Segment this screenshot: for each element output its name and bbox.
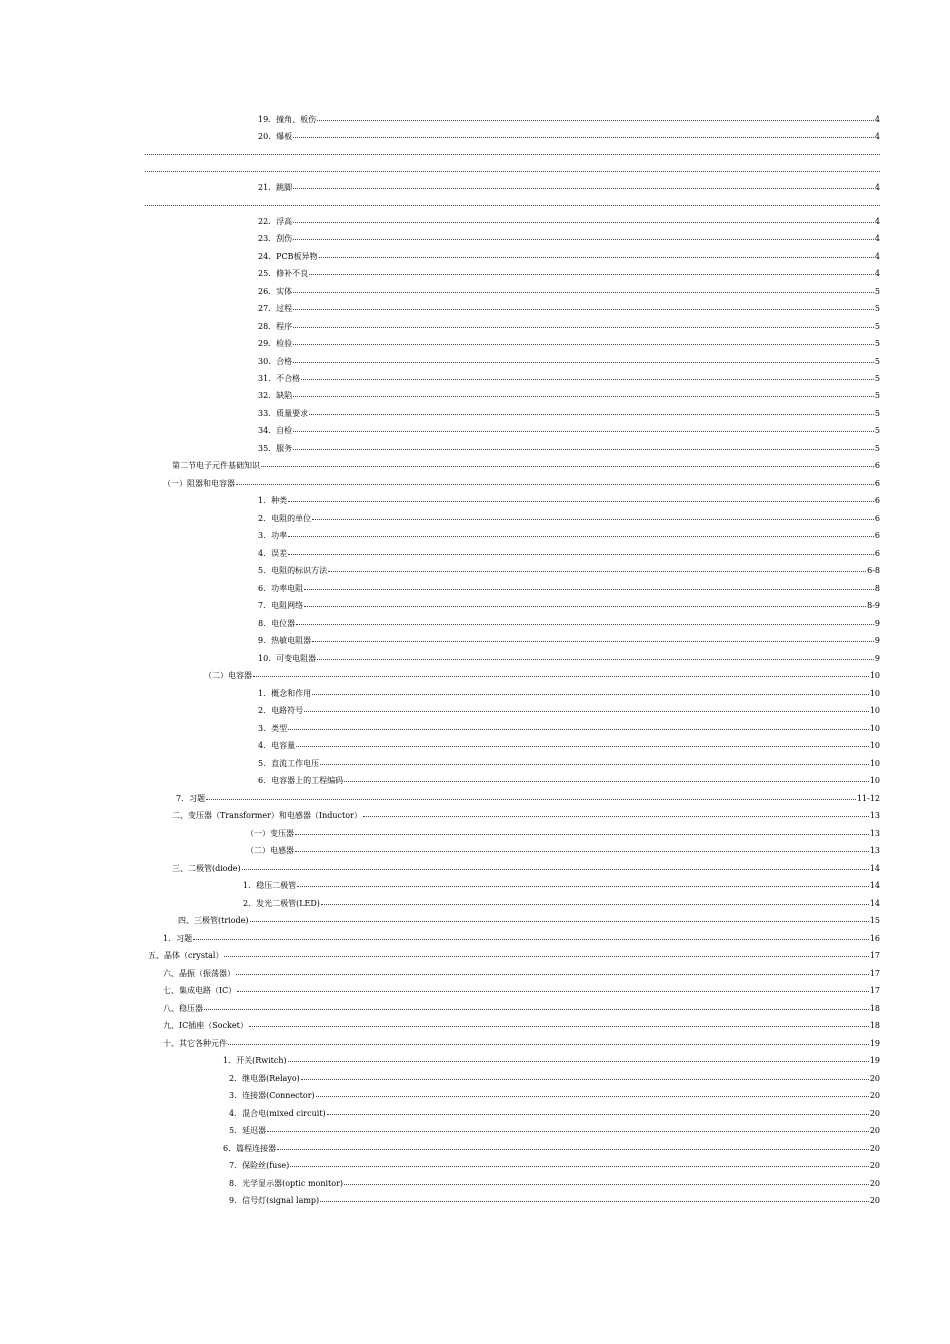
toc-entry-page: 20 xyxy=(869,1109,880,1118)
toc-entry[interactable] xyxy=(163,969,880,979)
dot-leader xyxy=(293,308,874,310)
dot-leader xyxy=(224,955,868,957)
toc-entry-page: 10 xyxy=(869,741,880,750)
toc-entry-label: 7．保险丝(fuse) xyxy=(229,1161,290,1170)
toc-entry-label: 31．不合格 xyxy=(258,374,301,383)
toc-entry[interactable] xyxy=(258,426,880,436)
dotted-separator xyxy=(145,205,880,206)
toc-entry[interactable] xyxy=(243,899,880,909)
dot-leader xyxy=(309,273,874,275)
dot-leader xyxy=(293,361,874,363)
toc-entry-page: 9 xyxy=(874,654,880,663)
dot-leader xyxy=(267,1130,869,1132)
dot-leader xyxy=(290,1165,869,1167)
dot-leader xyxy=(344,780,869,782)
toc-entry-page: 11-12 xyxy=(856,794,880,803)
toc-entry[interactable] xyxy=(163,1021,880,1031)
toc-entry-label: 32．缺陷 xyxy=(258,391,293,400)
dot-leader xyxy=(236,483,874,485)
dot-leader xyxy=(304,605,866,607)
toc-entry[interactable] xyxy=(258,549,880,559)
toc-entry-page: 20 xyxy=(869,1179,880,1188)
toc-entry-label: 1．种类 xyxy=(258,496,288,505)
toc-entry-page: 10 xyxy=(869,724,880,733)
toc-entry[interactable] xyxy=(258,409,880,419)
toc-entry-label: 30．合格 xyxy=(258,357,293,366)
toc-entry-label: 3．连接器(Connector) xyxy=(229,1091,315,1100)
toc-entry-page: 8 xyxy=(874,584,880,593)
dot-leader xyxy=(293,136,874,138)
toc-entry-label: 4．混合电(mixed circuit) xyxy=(229,1109,326,1118)
toc-entry[interactable] xyxy=(243,881,880,891)
dot-leader xyxy=(293,343,874,345)
toc-entry-label: 7．习题 xyxy=(176,794,206,803)
toc-entry-label: 九、IC插座（Socket） xyxy=(163,1021,248,1030)
toc-entry-label: 34．自检 xyxy=(258,426,293,435)
toc-entry-label: 2．继电器(Relayo) xyxy=(229,1074,300,1083)
toc-entry[interactable] xyxy=(258,741,880,751)
dot-leader xyxy=(193,938,869,940)
dot-leader xyxy=(328,570,866,572)
toc-entry-label: 23．刮伤 xyxy=(258,234,293,243)
dot-leader xyxy=(312,518,874,520)
dot-leader xyxy=(277,1148,869,1150)
toc-entry-page: 4 xyxy=(874,115,880,124)
toc-entry[interactable] xyxy=(258,444,880,454)
toc-entry[interactable] xyxy=(258,724,880,734)
toc-entry[interactable] xyxy=(258,584,880,594)
dot-leader xyxy=(316,1095,869,1097)
toc-entry-page: 5 xyxy=(874,409,880,418)
toc-entry-label: （一）阻器和电容器 xyxy=(163,479,235,488)
dot-leader xyxy=(363,815,869,817)
dot-leader xyxy=(288,728,869,730)
toc-entry-page: 14 xyxy=(869,864,880,873)
toc-entry-label: 19．撞角、板伤 xyxy=(258,115,317,124)
toc-entry-label: 2．发光二极管(LED) xyxy=(243,899,320,908)
toc-entry-label: （二）电感器 xyxy=(246,846,294,855)
toc-entry-label: 5．延迟器 xyxy=(229,1126,267,1135)
toc-entry-page: 19 xyxy=(869,1056,880,1065)
toc-entry-label: 4．误差 xyxy=(258,549,288,558)
dot-leader xyxy=(237,990,869,992)
toc-entry[interactable] xyxy=(163,1039,880,1049)
toc-entry-page: 5 xyxy=(874,426,880,435)
toc-entry-label: 33．质量要求 xyxy=(258,409,309,418)
toc-entry-label: 八、稳压器 xyxy=(163,1004,203,1013)
toc-entry[interactable] xyxy=(229,1074,880,1084)
toc-entry-label: 9．信号灯(signal lamp) xyxy=(229,1196,320,1205)
toc-entry[interactable] xyxy=(258,217,880,227)
toc-entry[interactable] xyxy=(229,1126,880,1136)
toc-entry[interactable] xyxy=(258,619,880,629)
toc-entry-page: 20 xyxy=(869,1126,880,1135)
dot-leader xyxy=(253,675,869,677)
toc-entry-label: 三、二极管(diode) xyxy=(172,864,241,873)
toc-entry[interactable] xyxy=(229,1091,880,1101)
dot-leader xyxy=(249,1025,869,1027)
toc-entry-page: 9 xyxy=(874,636,880,645)
toc-entry[interactable] xyxy=(229,1196,880,1206)
toc-entry-page: 5 xyxy=(874,304,880,313)
toc-entry-page: 8-9 xyxy=(867,601,880,610)
dot-leader xyxy=(295,850,869,852)
toc-entry-label: 六、晶振（振荡器） xyxy=(163,969,235,978)
toc-entry-page: 6 xyxy=(874,479,880,488)
dot-leader xyxy=(293,238,874,240)
dot-leader xyxy=(250,920,869,922)
dot-leader xyxy=(344,1183,869,1185)
toc-entry-page: 6 xyxy=(874,514,880,523)
toc-entry[interactable] xyxy=(258,183,880,193)
toc-entry-page: 9 xyxy=(874,619,880,628)
toc-entry-label: 25．修补不良 xyxy=(258,269,309,278)
toc-entry-label: 6．篇程连接器 xyxy=(223,1144,277,1153)
toc-entry-page: 4 xyxy=(874,217,880,226)
dot-leader xyxy=(317,119,874,121)
toc-entry-page: 10 xyxy=(869,706,880,715)
dotted-separator xyxy=(145,171,880,172)
toc-entry[interactable] xyxy=(258,566,880,576)
dot-leader xyxy=(288,553,874,555)
toc-entry-page: 5 xyxy=(874,357,880,366)
toc-entry[interactable] xyxy=(258,776,880,786)
toc-entry-label: 20．爆板 xyxy=(258,132,293,141)
toc-entry-page: 20 xyxy=(869,1091,880,1100)
toc-entry[interactable] xyxy=(172,811,880,821)
toc-entry-page: 10 xyxy=(869,671,880,680)
toc-entry[interactable] xyxy=(258,496,880,506)
toc-entry[interactable] xyxy=(258,759,880,769)
toc-entry[interactable] xyxy=(223,1144,880,1154)
toc-entry-label: 七、集成电路（IC） xyxy=(163,986,237,995)
toc-entry-label: （一）变压器 xyxy=(246,829,294,838)
toc-entry[interactable] xyxy=(163,934,880,944)
toc-entry-label: 28．程序 xyxy=(258,322,293,331)
toc-entry[interactable] xyxy=(258,287,880,297)
toc-entry[interactable] xyxy=(258,269,880,279)
dot-leader xyxy=(204,1008,869,1010)
toc-entry-page: 18 xyxy=(869,1021,880,1030)
toc-entry-label: 6．功率电阻 xyxy=(258,584,304,593)
toc-entry[interactable] xyxy=(172,864,880,874)
toc-entry[interactable] xyxy=(148,951,880,961)
toc-entry-label: 7．电阻网络 xyxy=(258,601,304,610)
toc-entry-label: 1．开关(Rwitch) xyxy=(223,1056,287,1065)
dot-leader xyxy=(319,256,874,258)
toc-entry-page: 6 xyxy=(874,496,880,505)
toc-entry[interactable] xyxy=(229,1109,880,1119)
toc-entry[interactable] xyxy=(204,671,880,681)
toc-entry-page: 17 xyxy=(869,951,880,960)
toc-entry-label: 5．直流工作电压 xyxy=(258,759,320,768)
toc-entry-page: 20 xyxy=(869,1161,880,1170)
dot-leader xyxy=(293,187,874,189)
toc-entry-label: 21．跳脚 xyxy=(258,183,293,192)
toc-entry[interactable] xyxy=(258,654,880,664)
toc-entry-label: 8．电位器 xyxy=(258,619,296,628)
toc-entry[interactable] xyxy=(258,689,880,699)
toc-entry[interactable] xyxy=(258,339,880,349)
dot-leader xyxy=(296,623,874,625)
dot-leader xyxy=(293,395,874,397)
toc-entry[interactable] xyxy=(258,706,880,716)
toc-entry-page: 5 xyxy=(874,322,880,331)
toc-entry-label: 五、晶体（crystal） xyxy=(148,951,224,960)
dot-leader xyxy=(293,291,874,293)
toc-entry-page: 5 xyxy=(874,339,880,348)
toc-entry-page: 17 xyxy=(869,969,880,978)
dot-leader xyxy=(293,448,874,450)
toc-entry-page: 14 xyxy=(869,881,880,890)
toc-entry-page: 6 xyxy=(874,549,880,558)
dot-leader xyxy=(320,763,869,765)
toc-entry[interactable] xyxy=(258,391,880,401)
toc-entry-label: 3．类型 xyxy=(258,724,288,733)
toc-entry[interactable] xyxy=(258,132,880,142)
dot-leader xyxy=(297,885,869,887)
dot-leader xyxy=(206,798,856,800)
toc-entry-page: 10 xyxy=(869,689,880,698)
toc-entry-label: 35．服务 xyxy=(258,444,293,453)
toc-entry-page: 15 xyxy=(869,916,880,925)
dot-leader xyxy=(312,693,869,695)
toc-entry-label: 5．电阻的标识方法 xyxy=(258,566,328,575)
toc-entry[interactable] xyxy=(258,531,880,541)
toc-entry-label: 1．习题 xyxy=(163,934,193,943)
toc-entry-page: 6 xyxy=(874,461,880,470)
toc-entry-page: 19 xyxy=(869,1039,880,1048)
toc-entry-label: 4．电容量 xyxy=(258,741,296,750)
toc-entry-page: 13 xyxy=(869,846,880,855)
toc-entry-label: 四、三极管(triode) xyxy=(178,916,249,925)
toc-entry-page: 6 xyxy=(874,531,880,540)
toc-entry-label: 27．过程 xyxy=(258,304,293,313)
toc-entry[interactable] xyxy=(246,846,880,856)
toc-entry-page: 20 xyxy=(869,1144,880,1153)
dot-leader xyxy=(288,535,874,537)
toc-entry[interactable] xyxy=(258,115,880,125)
toc-entry[interactable] xyxy=(258,304,880,314)
toc-entry-page: 20 xyxy=(869,1196,880,1205)
dot-leader xyxy=(309,413,874,415)
toc-entry-page: 10 xyxy=(869,759,880,768)
toc-entry-label: 6．电容器上的工程编码 xyxy=(258,776,344,785)
dot-leader xyxy=(242,868,869,870)
toc-entry-page: 13 xyxy=(869,829,880,838)
toc-entry-page: 5 xyxy=(874,444,880,453)
toc-entry-page: 14 xyxy=(869,899,880,908)
toc-entry[interactable] xyxy=(223,1056,880,1066)
dot-leader xyxy=(301,378,874,380)
toc-entry-page: 6-8 xyxy=(867,566,880,575)
toc-entry[interactable] xyxy=(258,252,880,262)
toc-entry-page: 20 xyxy=(869,1074,880,1083)
dot-leader xyxy=(304,710,869,712)
toc-entry[interactable] xyxy=(229,1161,880,1171)
toc-entry-label: 二、变压器（Transformer）和电感器（Inductor） xyxy=(172,811,362,820)
dot-leader xyxy=(295,833,869,835)
toc-entry-page: 13 xyxy=(869,811,880,820)
toc-entry[interactable] xyxy=(258,374,880,384)
toc-entry-page: 4 xyxy=(874,269,880,278)
dot-leader xyxy=(301,1078,869,1080)
toc-entry-page: 4 xyxy=(874,234,880,243)
toc-entry-label: 29．检验 xyxy=(258,339,293,348)
toc-entry-label: 2．电路符号 xyxy=(258,706,304,715)
toc-entry-label: 2．电阻的单位 xyxy=(258,514,312,523)
toc-entry[interactable] xyxy=(163,1004,880,1014)
toc-entry-page: 4 xyxy=(874,252,880,261)
toc-entry-label: 十、其它各种元件 xyxy=(163,1039,227,1048)
dot-leader xyxy=(288,1060,869,1062)
dot-leader xyxy=(321,903,869,905)
toc-entry-label: 22．浮高 xyxy=(258,217,293,226)
toc-entry-page: 10 xyxy=(869,776,880,785)
dot-leader xyxy=(293,326,874,328)
dot-leader xyxy=(327,1113,869,1115)
toc-entry-label: （二）电容器 xyxy=(204,671,252,680)
toc-entry-label: 1．概念和作用 xyxy=(258,689,312,698)
toc-entry[interactable] xyxy=(229,1179,880,1189)
toc-entry-label: 10．可变电阻器 xyxy=(258,654,317,663)
toc-entry-page: 17 xyxy=(869,986,880,995)
toc-entry[interactable] xyxy=(258,636,880,646)
toc-entry[interactable] xyxy=(163,986,880,996)
toc-entry[interactable] xyxy=(172,461,880,471)
dot-leader xyxy=(296,745,869,747)
toc-entry[interactable] xyxy=(258,357,880,367)
toc-entry[interactable] xyxy=(258,514,880,524)
toc-entry-page: 4 xyxy=(874,183,880,192)
toc-entry-page: 4 xyxy=(874,132,880,141)
toc-entry[interactable] xyxy=(258,601,880,611)
toc-entry[interactable] xyxy=(176,794,880,804)
toc-entry-page: 5 xyxy=(874,287,880,296)
dot-leader xyxy=(293,221,874,223)
dot-leader xyxy=(320,1200,869,1202)
dot-leader xyxy=(261,465,874,467)
dot-leader xyxy=(293,430,874,432)
toc-entry-page: 16 xyxy=(869,934,880,943)
dot-leader xyxy=(288,500,874,502)
toc-entry-label: 8．光学显示器(optic monitor) xyxy=(229,1179,344,1188)
toc-entry-page: 5 xyxy=(874,391,880,400)
toc-entry[interactable] xyxy=(163,479,880,489)
dotted-separator xyxy=(145,154,880,155)
toc-entry-label: 26．实体 xyxy=(258,287,293,296)
dot-leader xyxy=(304,588,874,590)
toc-entry-label: 第二节电子元件基础知识 xyxy=(172,461,260,470)
toc-entry-label: 24．PCB板异物 xyxy=(258,252,318,261)
toc-entry-page: 5 xyxy=(874,374,880,383)
toc-entry[interactable] xyxy=(258,234,880,244)
toc-entry[interactable] xyxy=(246,829,880,839)
toc-entry[interactable] xyxy=(258,322,880,332)
toc-entry-label: 9．热敏电阻器 xyxy=(258,636,312,645)
dot-leader xyxy=(317,658,874,660)
dot-leader xyxy=(236,973,869,975)
dot-leader xyxy=(228,1043,869,1045)
dot-leader xyxy=(312,640,874,642)
toc-entry-label: 1．稳压二极管 xyxy=(243,881,297,890)
toc-entry-label: 3．功率 xyxy=(258,531,288,540)
toc-entry[interactable] xyxy=(178,916,880,926)
toc-entry-page: 18 xyxy=(869,1004,880,1013)
